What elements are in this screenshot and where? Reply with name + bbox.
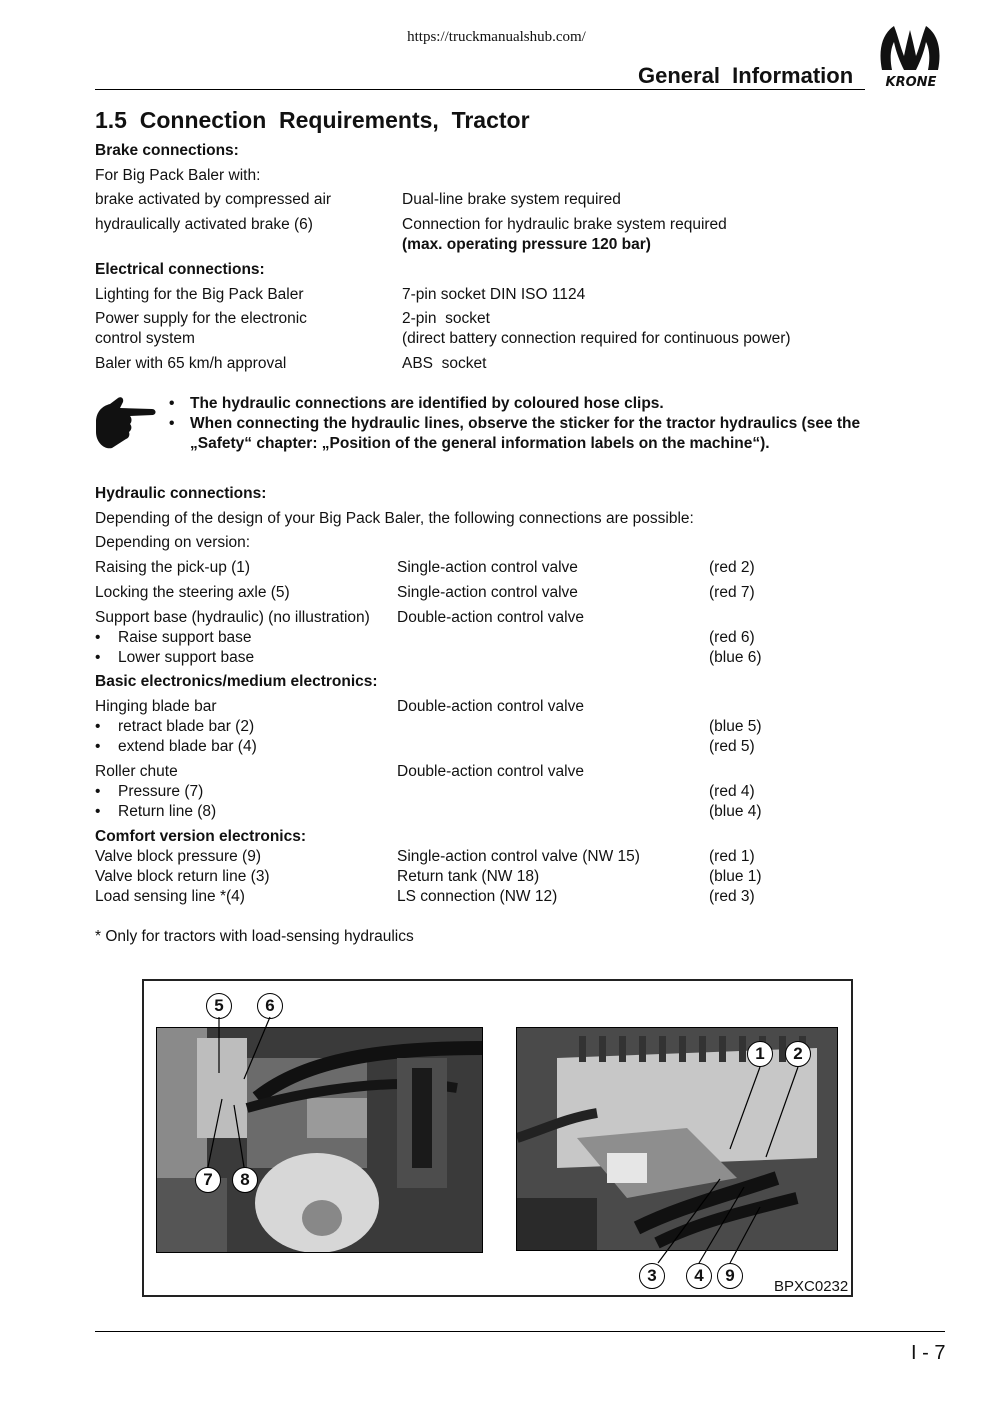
header-url: https://truckmanualshub.com/: [407, 29, 586, 45]
page-number: I - 7: [911, 1342, 946, 1364]
hydraulic-item-type: Single-action control valve: [397, 584, 578, 601]
list-bullet: •: [95, 803, 101, 820]
brake-row-left: brake activated by compressed air: [95, 191, 332, 208]
hydraulic-intro: Depending of the design of your Big Pack Baler, the following connections are possible:: [95, 510, 694, 527]
electrical-row-right-cont: (direct battery connection required for continuous power): [402, 330, 791, 347]
electrical-heading: Electrical connections:: [95, 261, 265, 278]
callout-5: 5: [206, 993, 232, 1019]
electrical-row-left: Baler with 65 km/h approval: [95, 355, 287, 372]
hydraulic-item-label: Hinging blade bar: [95, 698, 217, 715]
electrical-row-left-cont: control system: [95, 330, 195, 347]
brake-row-left: hydraulically activated brake (6): [95, 216, 313, 233]
hydraulic-item-type: Return tank (NW 18): [397, 868, 540, 885]
pointing-hand-icon: [94, 396, 158, 450]
brake-row-right: Connection for hydraulic brake system required: [402, 216, 727, 233]
logo-text: KRONE: [885, 75, 937, 90]
hydraulic-item-color: (red 6): [709, 629, 755, 646]
hydraulic-item-label: Load sensing line *(4): [95, 888, 245, 905]
hydraulic-item-label: Roller chute: [95, 763, 178, 780]
note-bullet: •: [169, 415, 175, 432]
header-rule: [95, 89, 865, 90]
page-title: 1.5 Connection Requirements, Tractor: [95, 107, 530, 133]
hydraulic-item-label: Lower support base: [118, 649, 255, 666]
hydraulic-item-color: (blue 1): [709, 868, 762, 885]
list-bullet: •: [95, 649, 101, 666]
brake-heading: Brake connections:: [95, 142, 239, 159]
hydraulic-item-label: Valve block return line (3): [95, 868, 270, 885]
callout-3: 3: [639, 1263, 665, 1289]
hydraulic-heading: Hydraulic connections:: [95, 485, 267, 502]
note-bullet: •: [169, 395, 175, 412]
list-bullet: •: [95, 629, 101, 646]
electrical-row-right: 2-pin socket: [402, 310, 490, 327]
hydraulic-item-color: (red 7): [709, 584, 755, 601]
note-item: When connecting the hydraulic lines, observe the sticker for the tractor hydraulics (see the: [190, 415, 861, 432]
hydraulic-item-color: (red 3): [709, 888, 755, 905]
note-item: The hydraulic connections are identified by coloured hose clips.: [190, 395, 664, 412]
electrical-row-right: 7-pin socket DIN ISO 1124: [402, 286, 586, 303]
footnote: * Only for tractors with load-sensing hydraulics: [95, 928, 414, 945]
hydraulic-item-type: Single-action control valve (NW 15): [397, 848, 640, 865]
list-bullet: •: [95, 783, 101, 800]
hydraulic-item-color: (red 4): [709, 783, 755, 800]
brake-intro: For Big Pack Baler with:: [95, 167, 261, 184]
hydraulic-item-color: (blue 6): [709, 649, 762, 666]
brake-row-right: Dual-line brake system required: [402, 191, 621, 208]
callout-4: 4: [686, 1263, 712, 1289]
hydraulic-item-type: Single-action control valve: [397, 559, 578, 576]
callout-8: 8: [232, 1167, 258, 1193]
list-bullet: •: [95, 738, 101, 755]
hydraulic-item-color: (blue 5): [709, 718, 762, 735]
hydraulic-item-type: LS connection (NW 12): [397, 888, 558, 905]
callout-2: 2: [785, 1041, 811, 1067]
hydraulic-intro-version: Depending on version:: [95, 534, 251, 551]
hydraulic-item-label: retract blade bar (2): [118, 718, 255, 735]
hydraulic-item-label: Pressure (7): [118, 783, 204, 800]
hydraulic-item-label: Return line (8): [118, 803, 217, 820]
electrical-row-left: Power supply for the electronic: [95, 310, 307, 327]
brake-row-right-note: (max. operating pressure 120 bar): [402, 236, 651, 253]
electrical-row-left: Lighting for the Big Pack Baler: [95, 286, 304, 303]
hydraulic-item-type: Double-action control valve: [397, 609, 584, 626]
hydraulic-item-type: Double-action control valve: [397, 763, 584, 780]
figure-frame: [142, 979, 853, 1297]
hydraulic-item-color: (red 5): [709, 738, 755, 755]
hydraulic-item-label: Raise support base: [118, 629, 252, 646]
electrical-row-right: ABS socket: [402, 355, 487, 372]
callout-1: 1: [747, 1041, 773, 1067]
callout-9: 9: [717, 1263, 743, 1289]
callout-6: 6: [257, 993, 283, 1019]
hydraulic-item-type: Double-action control valve: [397, 698, 584, 715]
hydraulic-item-color: (red 1): [709, 848, 755, 865]
hydraulic-item-label: Valve block pressure (9): [95, 848, 261, 865]
krone-logo: [874, 22, 946, 92]
hydraulic-item-label: Support base (hydraulic) (no illustration): [95, 609, 370, 626]
figure-code: BPXC0232: [774, 1278, 849, 1295]
list-bullet: •: [95, 718, 101, 735]
hydraulic-item-label: extend blade bar (4): [118, 738, 257, 755]
basic-electronics-heading: Basic electronics/medium electronics:: [95, 673, 378, 690]
comfort-electronics-heading: Comfort version electronics:: [95, 828, 307, 845]
hydraulic-item-label: Raising the pick-up (1): [95, 559, 251, 576]
hydraulic-item-color: (red 2): [709, 559, 755, 576]
callout-7: 7: [195, 1167, 221, 1193]
leader-lines: [144, 981, 851, 1295]
hydraulic-item-label: Locking the steering axle (5): [95, 584, 290, 601]
note-item-cont: „Safety“ chapter: „Position of the general information labels on the machine“).: [190, 435, 770, 452]
footer-rule: [95, 1331, 945, 1332]
header-title: General Information: [638, 63, 854, 88]
hydraulic-item-color: (blue 4): [709, 803, 762, 820]
